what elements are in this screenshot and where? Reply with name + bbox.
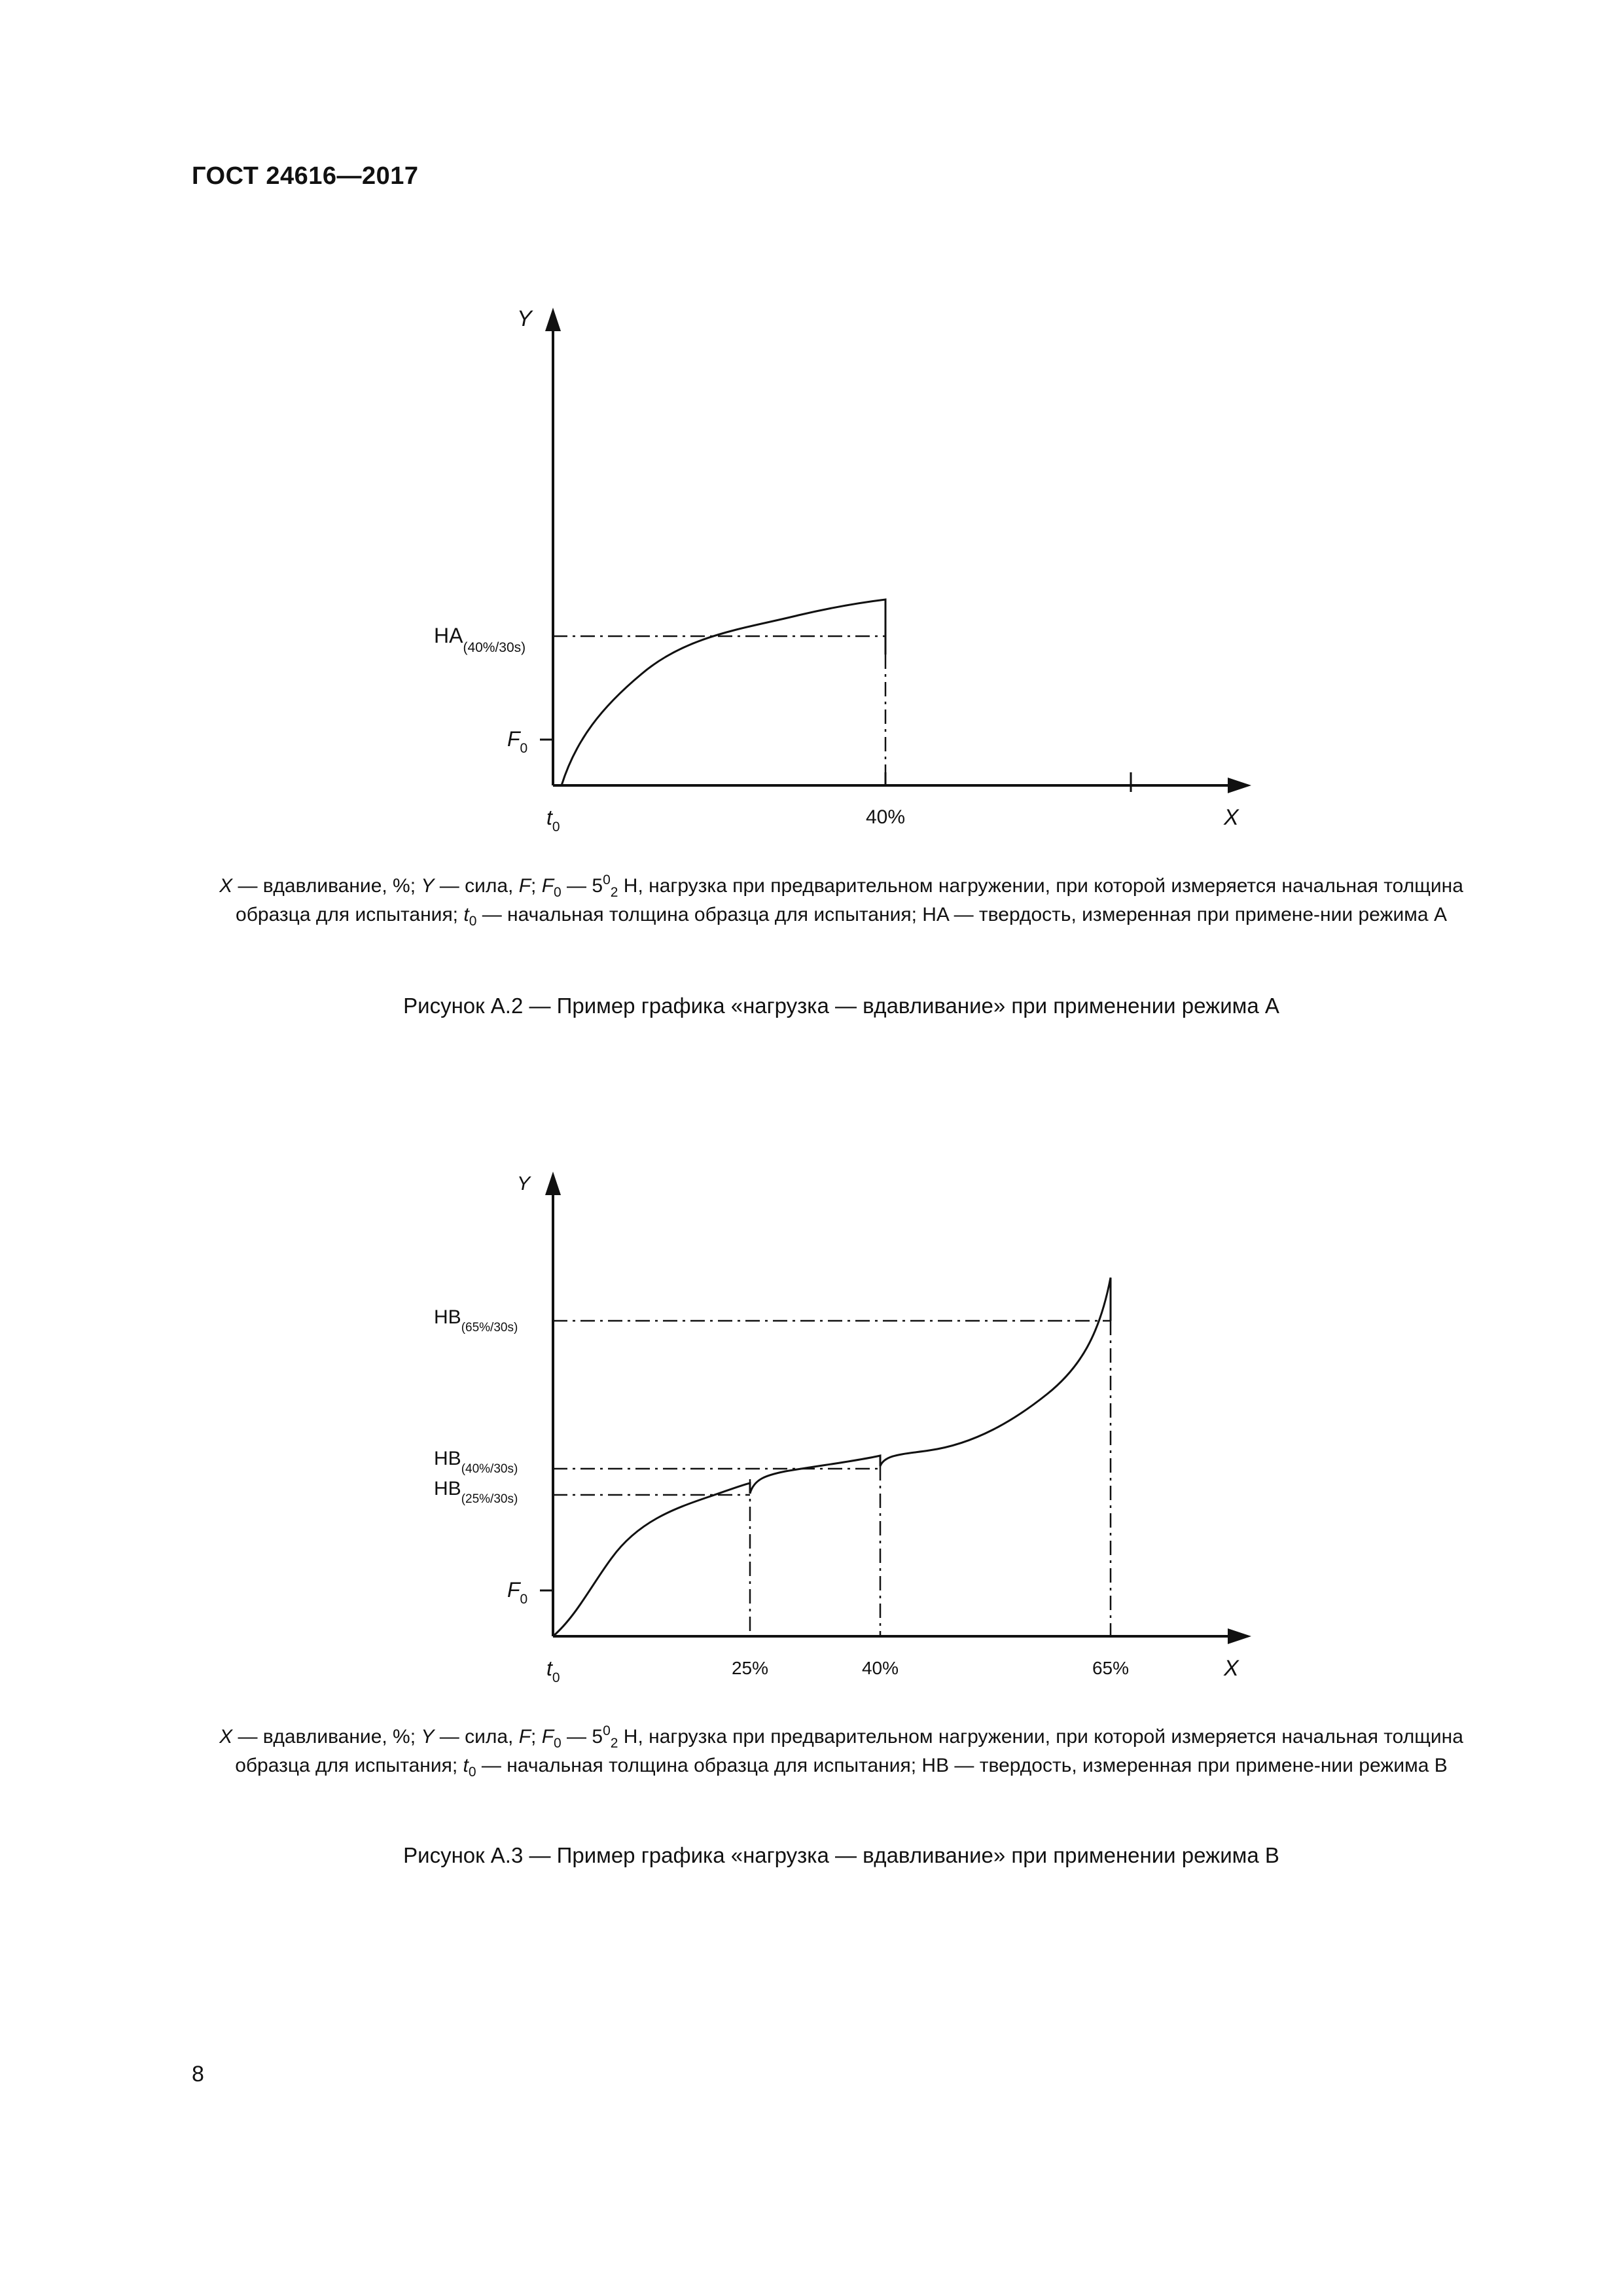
f0-label: $F_0$: [507, 727, 528, 756]
f0-label: $F_0$: [507, 1578, 528, 1607]
t0-label: $t_0$: [546, 806, 560, 834]
t0-label: $t_0$: [546, 1657, 560, 1685]
hb65-label: $HB_{(65\%/30s)}$: [434, 1306, 518, 1335]
figure-a2-graph: [0, 288, 1623, 864]
load-curve: [562, 600, 885, 785]
x-tick-65-label: 65%: [1092, 1658, 1130, 1678]
y-axis-arrow: [545, 1172, 561, 1195]
hb25-label: $HB_{(25\%/30s)}$: [434, 1478, 518, 1506]
standard-header: ГОСТ 24616—2017: [192, 162, 419, 190]
y-axis-arrow: [545, 308, 561, 331]
x-axis-arrow: [1228, 778, 1251, 793]
figure-a2-legend: X — вдавливание, %; Y — сила, F; $F_0$ — $5^0_2$ Н, нагрузка при предварительном нагружении, при которой измеряется начальная толщина образца для испытания; $t_0$ — начальная толщина образца для испытания; HA — твердость, измеренная при примене-нии режима А: [219, 872, 1463, 929]
y-axis-label: Y: [517, 1173, 531, 1194]
figure-a3-graph: [0, 1152, 1623, 1689]
x-axis-arrow: [1228, 1628, 1251, 1644]
page-number: 8: [192, 2062, 204, 2087]
x-axis-label: X: [1224, 805, 1239, 830]
hb40-label: $HB_{(40\%/30s)}$: [434, 1448, 518, 1476]
x-tick-40-label: 40%: [861, 1658, 899, 1678]
figure-a3-legend: X — вдавливание, %; Y — сила, F; $F_0$ — $5^0_2$ Н, нагрузка при предварительном нагружении, при которой измеряется начальная толщина образца для испытания; $t_0$ — начальная толщина образца для испытания; HB — твердость, измеренная при примене-нии режима В: [219, 1723, 1463, 1780]
figure-a3-title: Рисунок А.3 — Пример графика «нагрузка — вдавливание» при применении режима В: [403, 1843, 1279, 1867]
y-axis-label: Y: [517, 306, 532, 331]
x-tick-25-label: 25%: [731, 1658, 769, 1678]
x-tick-40-label: 40%: [865, 806, 906, 828]
ha-label: $HA_{(40\%/30s)}$: [434, 624, 526, 655]
load-curve: [553, 1278, 1111, 1636]
figure-a2-title: Рисунок А.2 — Пример графика «нагрузка — вдавливание» при применении режима А: [403, 994, 1279, 1018]
x-axis-label: X: [1224, 1656, 1239, 1681]
